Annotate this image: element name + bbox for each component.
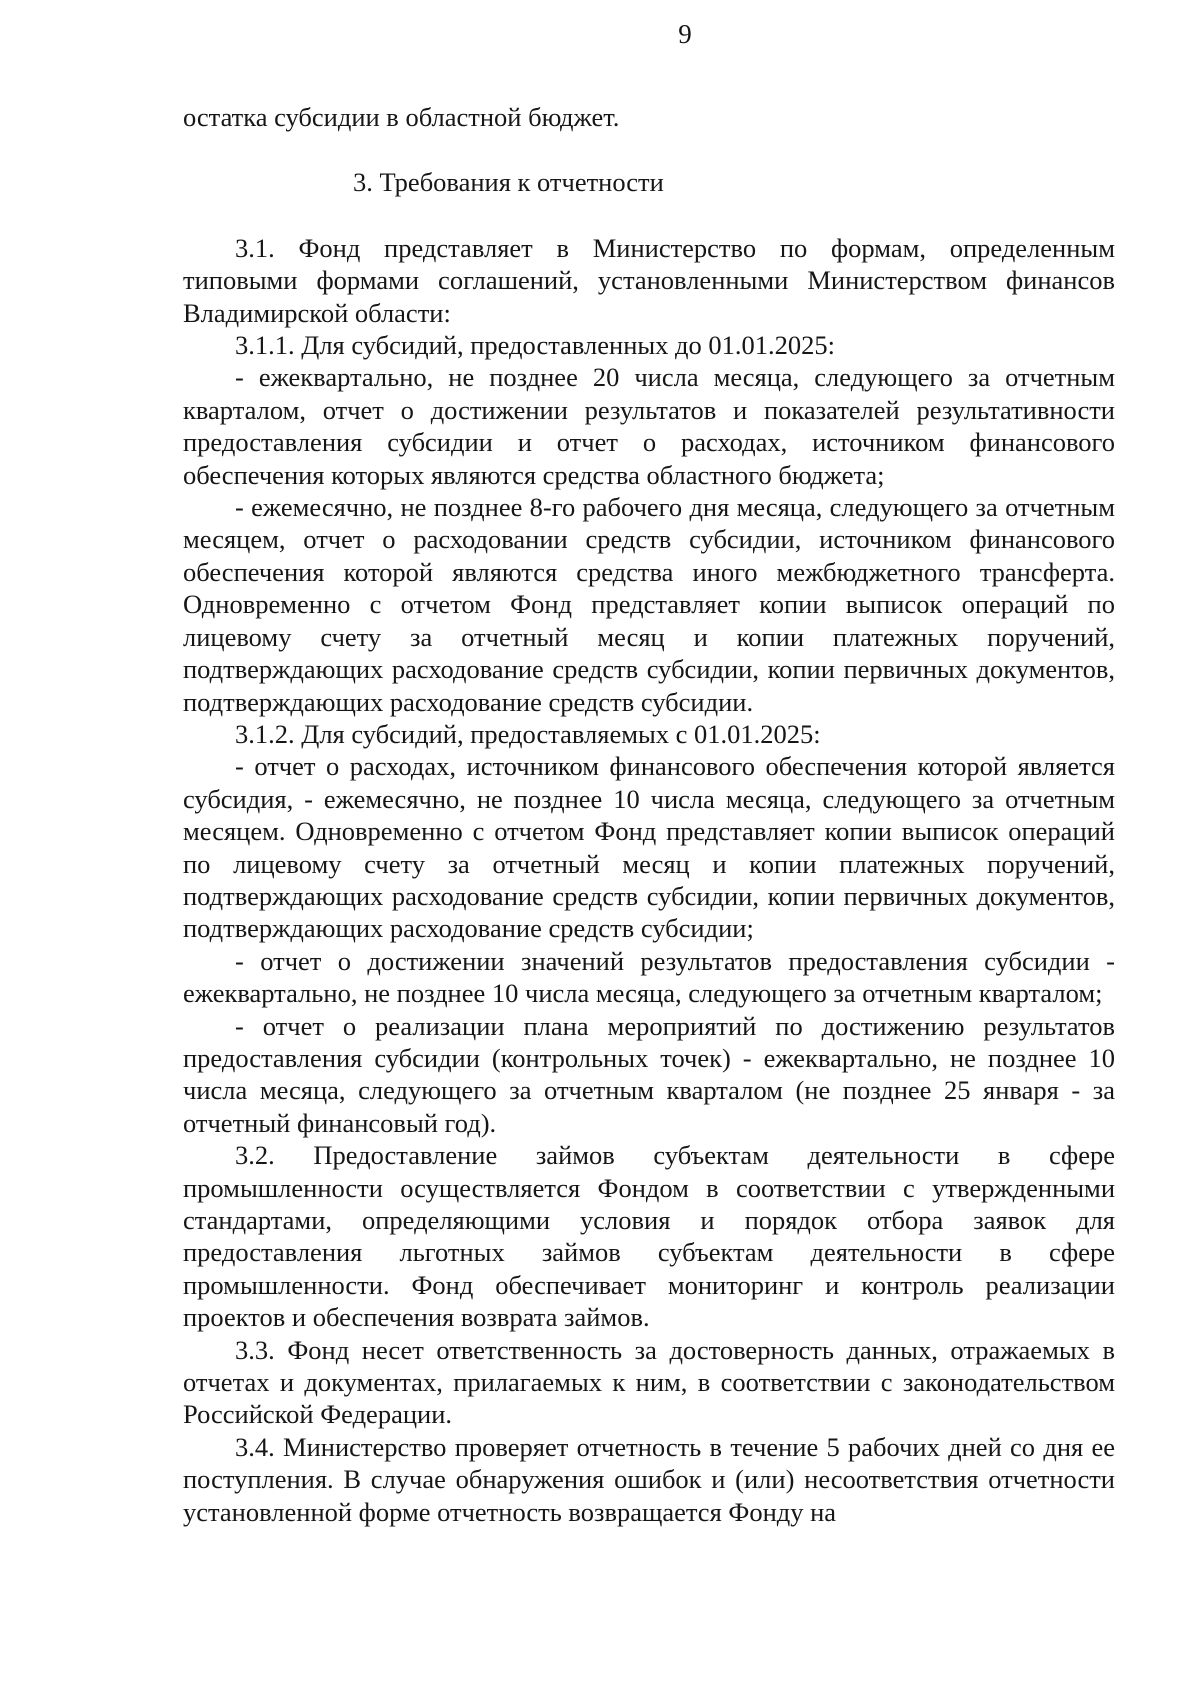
document-body — [183, 101, 1115, 1528]
paragraph-3-1: 3.1. Фонд представляет в Министерство по формам, определенным типовыми формами соглашений, установленными Министерством финансов Владимирской области: — [183, 232, 1115, 328]
list-item-expense-report: - отчет о расходах, источником финансового обеспечения которой является субсидия, - ежемесячно, не позднее 10 числа месяца, следующего за отчетным месяцем. Одновременно с отчетом Фонд представляет копии выписок операций по лицевому счету за отчетный месяц и копии платежных поручений, подтверждающих расходование средств субсидии, копии первичных документов, подтверждающих расходование средств субсидии; — [183, 751, 1115, 944]
paragraph-3-2: 3.2. Предоставление займов субъектам деятельности в сфере промышленности осуществляется Фондом в соответствии с утвержденными стандартами, определяющими условия и порядок отбора заявок для предоставления льготных займов субъектам деятельности в сфере промышленности. Фонд обеспечивает мониторинг и контроль реализации проектов и обеспечения возврата займов. — [183, 1140, 1115, 1333]
paragraph-3-4: 3.4. Министерство проверяет отчетность в течение 5 рабочих дней со дня ее поступления. В случае обнаружения ошибок и (или) несоответствия отчетности установленной форме отчетность возвращается Фонду на — [183, 1431, 1115, 1527]
section-heading: 3. Требования к отчетности — [353, 167, 664, 198]
list-item-results-report: - отчет о достижении значений результатов предоставления субсидии - ежеквартально, не позднее 10 числа месяца, следующего за отчетным кварталом; — [183, 945, 1115, 1009]
paragraph-3-3: 3.3. Фонд несет ответственность за достоверность данных, отражаемых в отчетах и документах, прилагаемых к ним, в соответствии с законодательством Российской Федерации. — [183, 1334, 1115, 1430]
continuation-paragraph: остатка субсидии в областной бюджет. — [183, 102, 620, 132]
page-number: 9 — [678, 19, 692, 49]
paragraph-3-1-2: 3.1.2. Для субсидий, предоставляемых с 01.01.2025: — [235, 718, 821, 749]
paragraph-3-1-1: 3.1.1. Для субсидий, предоставленных до 01.01.2025: — [235, 330, 836, 361]
list-item-plan-report: - отчет о реализации плана мероприятий по достижению результатов предоставления субсидии (контрольных точек) - ежеквартально, не позднее 10 числа месяца, следующего за отчетным кварталом (не позднее 25 января - за отчетный финансовый год). — [183, 1010, 1115, 1138]
list-item-monthly-report: - ежемесячно, не позднее 8-го рабочего дня месяца, следующего за отчетным месяцем, отчет о расходовании средств субсидии, источником финансового обеспечения которой являются средства иного межбюджетного трансферта. Одновременно с отчетом Фонд представляет копии выписок операций по лицевому счету за отчетный месяц и копии платежных поручений, подтверждающих расходование средств субсидии, копии первичных документов, подтверждающих расходование средств субсидии. — [183, 492, 1115, 717]
list-item-quarterly-report: - ежеквартально, не позднее 20 числа месяца, следующего за отчетным кварталом, отчет о достижении результатов и показателей результативности предоставления субсидии и отчет о расходах, источником финансового обеспечения которых являются средства областного бюджета; — [183, 362, 1115, 490]
